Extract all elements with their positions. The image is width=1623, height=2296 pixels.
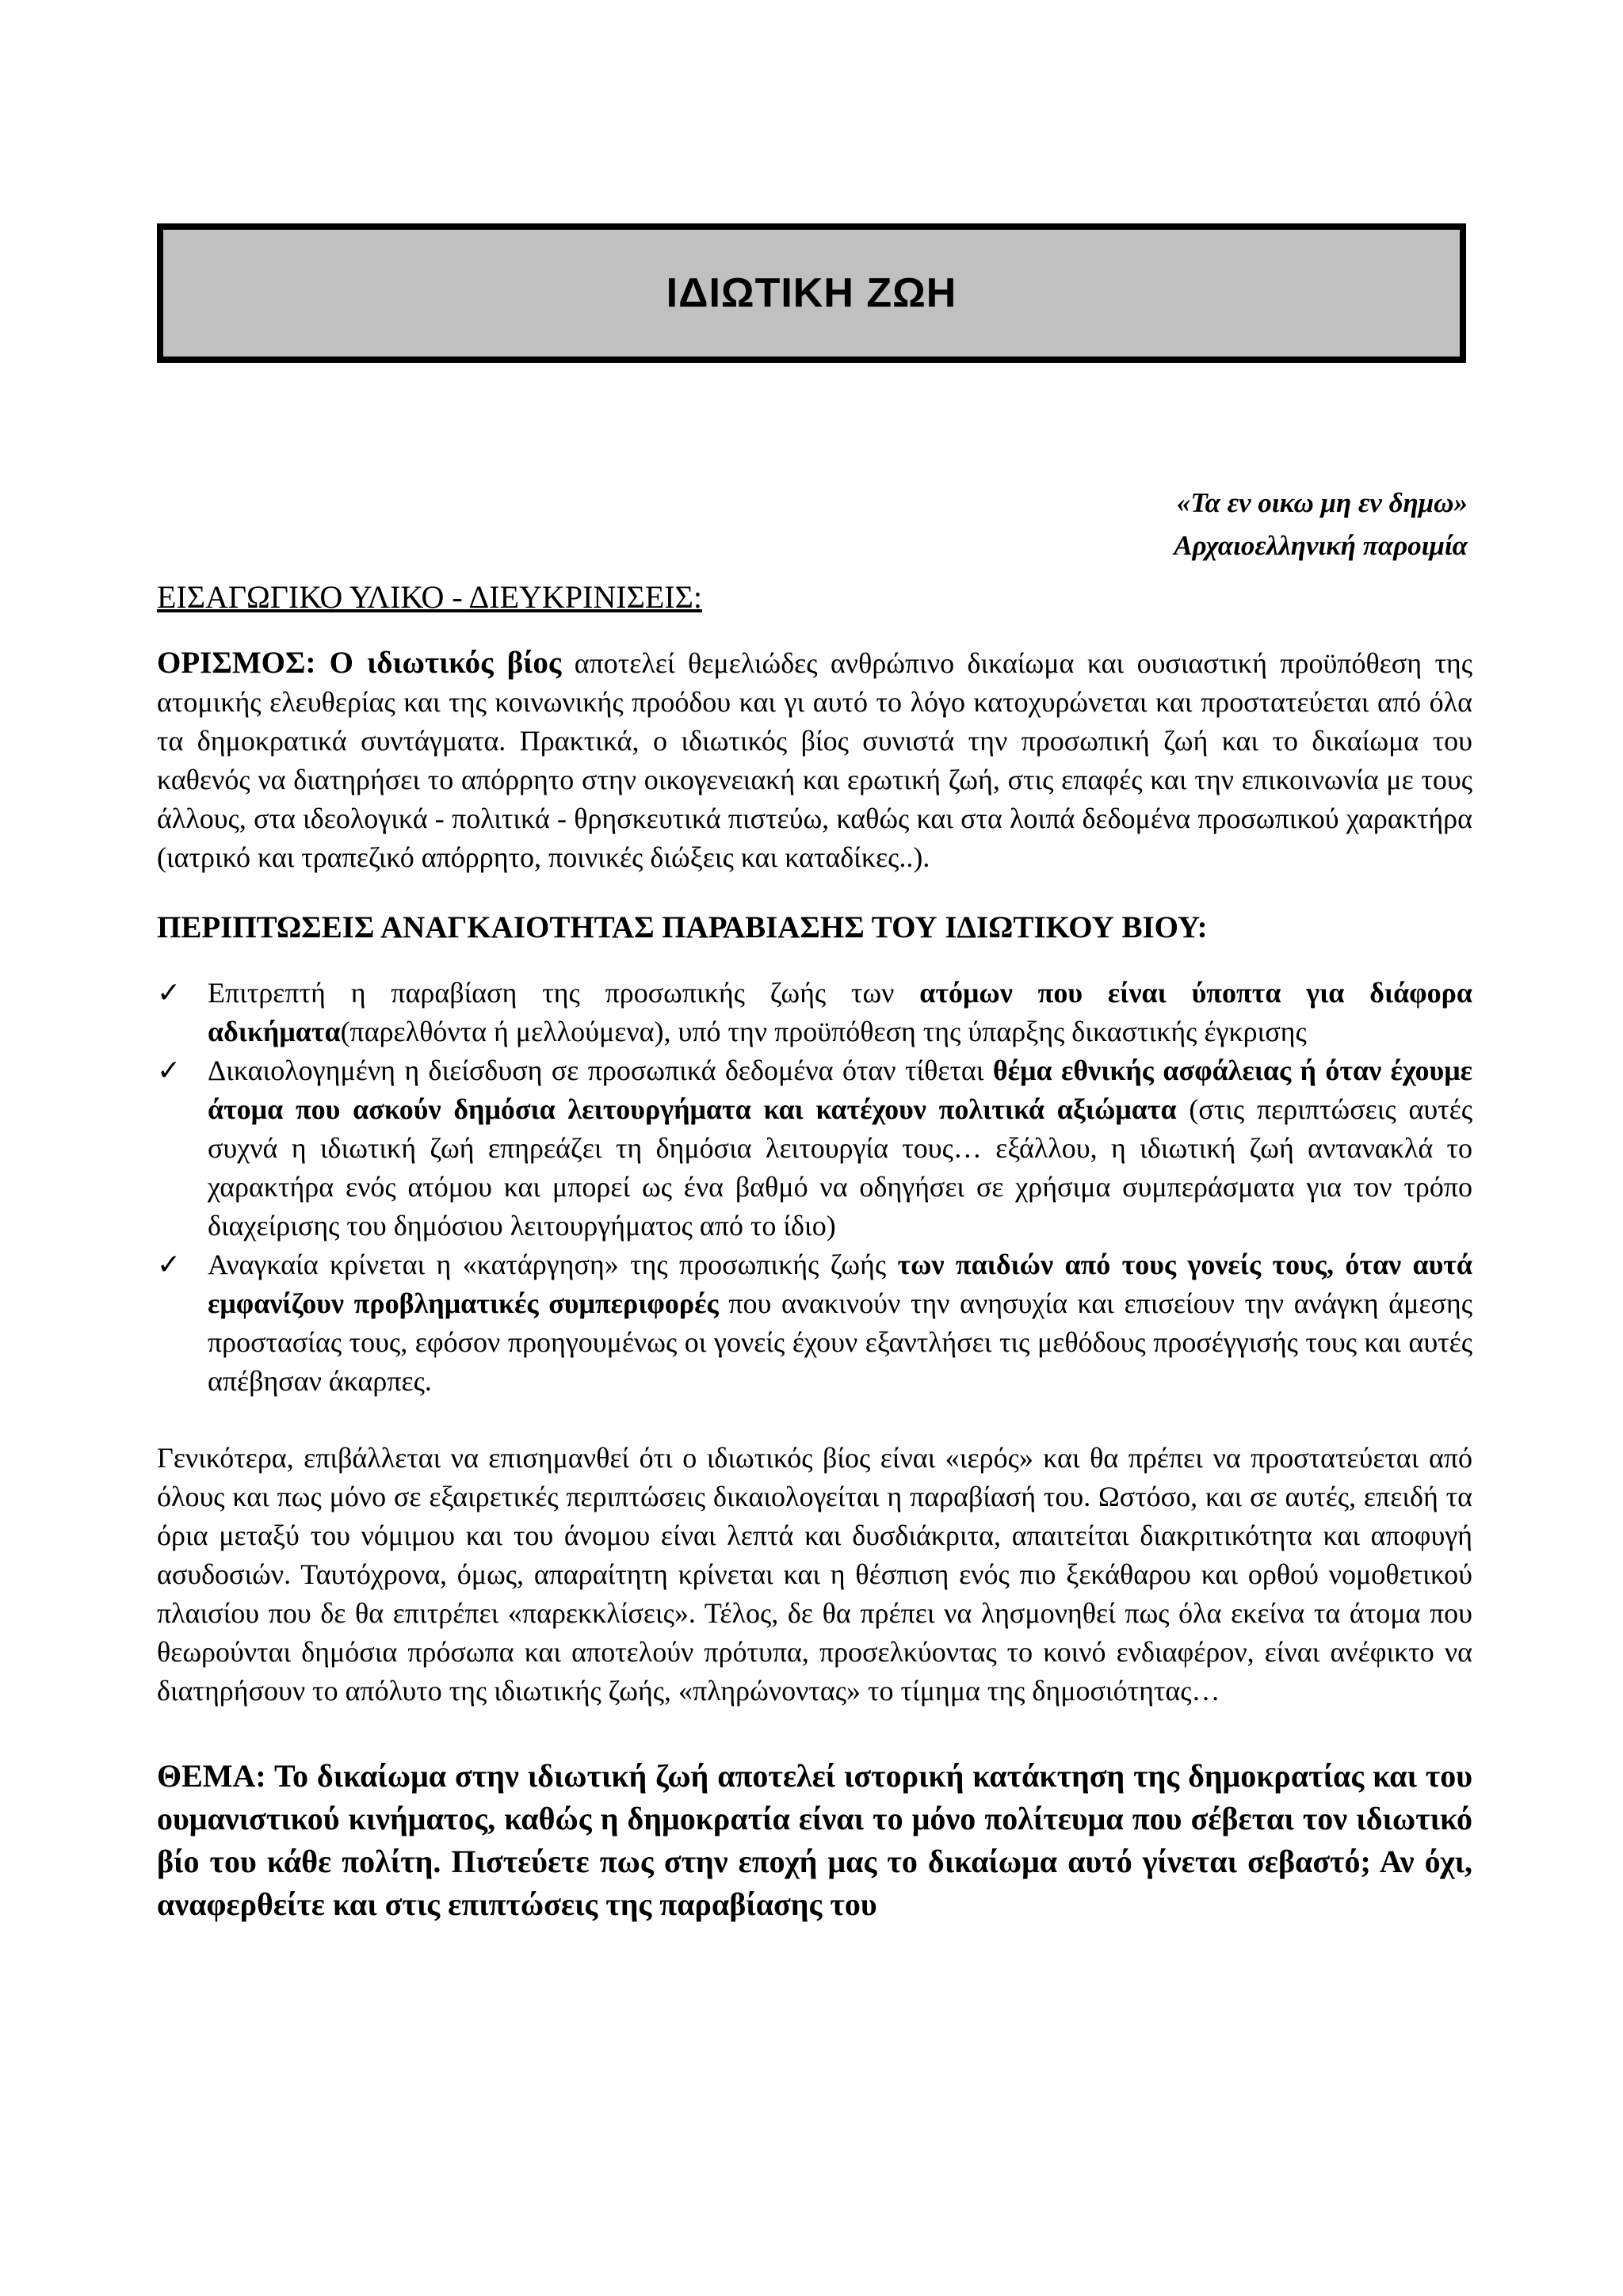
checkmark-icon: ✓ — [157, 1055, 181, 1087]
essay-topic: ΘΕΜΑ: Το δικαίωμα στην ιδιωτική ζωή αποτελεί ιστορική κατάκτηση της δημοκρατίας και του ουμανιστικού κινήματος, καθώς η δημοκρατία είναι το μόνο πολίτευμα που σέβεται τον ιδιωτικό βίο του κάθε πολίτη. Πιστεύετε πως στην εποχή μας το δικαίωμα αυτό γίνεται σεβαστό; Αν όχι, αναφερθείτε και στις επιπτώσεις της παραβίασης του — [157, 1758, 1472, 1922]
definition-lead: ΟΡΙΣΜΟΣ: Ο ιδιωτικός βίος — [157, 646, 562, 680]
cases-list — [157, 974, 1472, 1401]
checkmark-icon: ✓ — [157, 1249, 181, 1281]
list-item — [157, 1051, 1472, 1245]
checkmark-icon: ✓ — [157, 977, 181, 1009]
case-emphasis: των παιδιών από τους γονείς τους, όταν αυτά εμφανίζουν προβληματικές συμπεριφορές — [208, 1249, 1472, 1319]
page-title: ΙΔΙΩΤΙΚΗ ΖΩΗ — [666, 270, 957, 316]
cases-heading: ΠΕΡΙΠΤΩΣΕΙΣ ΑΝΑΓΚΑΙΟΤΗΤΑΣ ΠΑΡΑΒΙΑΣΗΣ ΤΟΥ ΙΔΙΩΤΙΚΟΥ ΒΙΟΥ: — [157, 910, 1208, 944]
case-text: (παρελθόντα ή μελλούμενα), υπό την προϋπόθεση της ύπαρξης δικαστικής έγκρισης — [340, 1016, 1307, 1047]
title-box — [157, 223, 1466, 363]
intro-heading: ΕΙΣΑΓΩΓΙΚΟ ΥΛΙΚΟ - ΔΙΕΥΚΡΙΝΙΣΕΙΣ: — [157, 579, 702, 615]
case-emphasis: θέμα εθνικής ασφάλειας ή όταν έχουμε άτομα που ασκούν δημόσια λειτουργήματα και κατέχουν πολιτικά αξιώματα — [208, 1055, 1473, 1125]
case-text: που ανακινούν την ανησυχία και επισείουν την ανάγκη άμεσης προστασίας τους, εφόσον προηγουμένως οι γονείς έχουν εξαντλήσει τις μεθόδους προσέγγισής τους και αυτές απέβησαν άκαρπες. — [208, 1287, 1472, 1397]
case-text: Δικαιολογημένη η διείσδυση σε προσωπικά δεδομένα όταν τίθεται — [208, 1055, 993, 1086]
case-text: Επιτρεπτή η παραβίαση της προσωπικής ζωής των — [208, 977, 920, 1009]
case-emphasis: ατόμων που είναι ύποπτα για διάφορα αδικήματα — [208, 977, 1472, 1047]
epigraph-quote — [157, 482, 1472, 567]
definition-paragraph — [157, 643, 1472, 877]
document-page — [157, 223, 1472, 1926]
definition-text: αποτελεί θεμελιώδες ανθρώπινο δικαίωμα και ουσιαστική προϋπόθεση της ατομικής ελευθερίας και της κοινωνικής προόδου και γι αυτό το λόγο κατοχυρώνεται και προστατεύεται από όλα τα δημοκρατικά συντάγματα. Πρακτικά, ο ιδιωτικός βίος συνιστά την προσωπική ζωή και το δικαίωμα του καθενός να διατηρήσει το απόρρητο στην οικογενειακή και ερωτική ζωή, στις επαφές και την επικοινωνία με τους άλλους, στα ιδεολογικά - πολιτικά - θρησκευτικά πιστεύω, καθώς και στα λοιπά δεδομένα προσωπικού χαρακτήρα (ιατρικό και τραπεζικό απόρρητο, ποινικές διώξεις και καταδίκες..). — [157, 647, 1472, 873]
case-text: (στις περιπτώσεις αυτές συχνά η ιδιωτική ζωή επηρεάζει τη δημόσια λειτουργία τους… εξάλλου, η ιδιωτική ζωή αντανακλά το χαρακτήρα ενός ατόμου και μπορεί ως ένα βαθμό να οδηγήσει σε χρήσιμα συμπεράσματα για τον τρόπο διαχείρισης του δημόσιου λειτουργήματος από το ίδιο) — [208, 1093, 1472, 1241]
general-paragraph: Γενικότερα, επιβάλλεται να επισημανθεί ότι ο ιδιωτικός βίος είναι «ιερός» και θα πρέπει να προστατεύεται από όλους και πως μόνο σε εξαιρετικές περιπτώσεις δικαιολογείται η παραβίασή του. Ωστόσο, και σε αυτές, επειδή τα όρια μεταξύ του νόμιμου και του άνομου είναι λεπτά και δυσδιάκριτα, απαιτείται διακριτικότητα και αποφυγή ασυδοσιών. Ταυτόχρονα, όμως, απαραίτητη κρίνεται και η θέσπιση ενός πιο ξεκάθαρου και ορθού νομοθετικού πλαισίου που δε θα επιτρέπει «παρεκκλίσεις». Τέλος, δε θα πρέπει να λησμονηθεί πως όλα εκείνα τα άτομα που θεωρούνται δημόσια πρόσωπα και αποτελούν πρότυπα, προσελκύοντας το κοινό ενδιαφέρον, είναι ανέφικτο να διατηρήσουν το απόλυτο της ιδιωτικής ζωής, «πληρώνοντας» το τίμημα της δημοσιότητας… — [157, 1442, 1472, 1707]
list-item — [157, 1245, 1472, 1401]
quote-source: Αρχαιοελληνική παροιμία — [1174, 530, 1468, 561]
quote-text: «Τα εν οικω μη εν δημω» — [1176, 487, 1468, 518]
case-text: Αναγκαία κρίνεται η «κατάργηση» της προσωπικής ζωής — [208, 1249, 898, 1280]
list-item — [157, 974, 1472, 1051]
